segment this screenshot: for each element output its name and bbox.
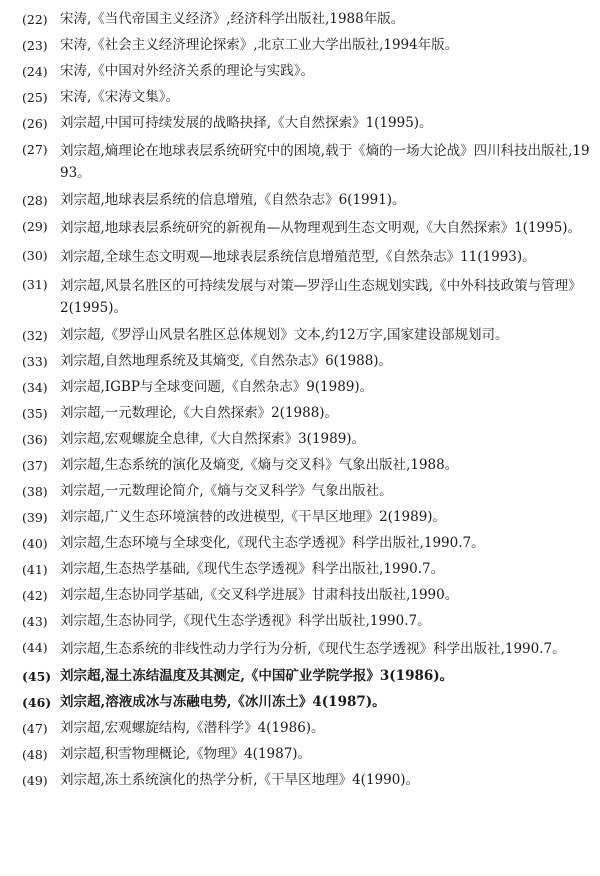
reference-text: 刘宗超,一元数理论简介,《熵与交叉科学》气象出版社。 (60, 483, 393, 499)
reference-number: (38) (22, 484, 48, 499)
reference-text: 刘宗超,地球表层系统的信息增殖,《自然杂志》6(1991)。 (60, 192, 406, 208)
reference-text: 刘宗超,中国可持续发展的战略抉择,《大自然探索》1(1995)。 (60, 115, 433, 131)
reference-text: 刘宗超,生态协同学基础,《交叉科学进展》甘肃科技出版社,1990。 (60, 587, 459, 603)
reference-number: (36) (22, 432, 48, 447)
reference-item (0, 378, 590, 397)
reference-text: 刘宗超,宏观螺旋结构,《潜科学》4(1986)。 (60, 720, 325, 736)
reference-number: (25) (22, 90, 48, 105)
reference-number: (47) (22, 721, 48, 736)
reference-number: (22) (22, 12, 48, 27)
reference-item (0, 88, 590, 107)
reference-text: 刘宗超,生态协同学,《现代生态学透视》科学出版社,1990.7。 (60, 613, 431, 629)
reference-number: (27) (22, 142, 48, 157)
reference-number: (40) (22, 536, 48, 551)
reference-text: 刘宗超,冻土系统演化的热学分析,《干旱区地理》4(1990)。 (60, 772, 420, 788)
reference-text: 刘宗超,生态系统的演化及熵变,《熵与交叉科》气象出版社,1988。 (60, 457, 459, 473)
reference-item (0, 667, 590, 686)
reference-item (0, 586, 590, 605)
reference-text: 宋涛,《社会主义经济理论探索》,北京工业大学出版社,1994年版。 (60, 37, 459, 53)
reference-number: (49) (22, 773, 48, 788)
reference-number: (31) (22, 277, 48, 292)
reference-text: 宋涛,《中国对外经济关系的理论与实践》。 (60, 63, 315, 79)
reference-item (0, 191, 590, 210)
reference-item (0, 114, 590, 133)
reference-text: 宋涛,《宋涛文集》。 (60, 89, 180, 105)
reference-list (0, 10, 600, 797)
reference-item (0, 430, 590, 449)
reference-number: (30) (22, 248, 48, 263)
reference-number: (45) (22, 669, 52, 684)
reference-text: 刘宗超,积雪物理概论,《物理》4(1987)。 (60, 746, 312, 762)
reference-item (0, 36, 590, 55)
reference-text: 刘宗超,生态热学基础,《现代生态学透视》科学出版社,1990.7。 (60, 561, 445, 577)
reference-text: 刘宗超,广义生态环境演替的改进模型,《干旱区地理》2(1989)。 (60, 509, 447, 525)
reference-number: (33) (22, 354, 48, 369)
reference-item (0, 10, 590, 29)
reference-number: (26) (22, 116, 48, 131)
reference-item (0, 456, 590, 475)
reference-item (0, 612, 590, 631)
reference-number: (32) (22, 328, 48, 343)
reference-item (0, 62, 590, 81)
reference-item (0, 508, 590, 527)
reference-item (0, 140, 590, 184)
reference-item (0, 482, 590, 501)
reference-number: (44) (22, 640, 48, 655)
reference-text: 刘宗超,IGBP与全球变问题,《自然杂志》9(1989)。 (60, 379, 374, 395)
reference-text: 刘宗超,溶液成冰与冻融电势,《冰川冻土》4(1987)。 (60, 694, 386, 710)
reference-text: 刘宗超,生态环境与全球变化,《现代主态学透视》科学出版社,1990.7。 (60, 535, 485, 551)
reference-text: 宋涛,《当代帝国主义经济》,经济科学出版社,1988年版。 (60, 11, 405, 27)
reference-text: 刘宗超,熵理论在地球表层系统研究中的困境,载于《熵的一场大论战》四川科技出版社,1993。 (60, 143, 590, 181)
reference-text: 刘宗超,《罗浮山风景名胜区总体规划》文本,约12万字,国家建设部规划司。 (60, 327, 509, 343)
reference-item (0, 275, 590, 319)
reference-number: (35) (22, 406, 48, 421)
reference-item (0, 534, 590, 553)
reference-number: (48) (22, 747, 48, 762)
reference-number: (23) (22, 38, 48, 53)
reference-text: 刘宗超,宏观螺旋全息律,《大自然探索》3(1989)。 (60, 431, 366, 447)
reference-item (0, 745, 590, 764)
reference-item (0, 771, 590, 790)
reference-text: 刘宗超,地球表层系统研究的新视角—从物理观到生态文明观,《大自然探索》1(1995)。 (60, 220, 582, 236)
reference-item (0, 638, 590, 660)
reference-text: 刘宗超,全球生态文明观—地球表层系统信息增殖范型,《自然杂志》11(1993)。 (60, 249, 536, 265)
reference-text: 刘宗超,湿土冻结温度及其测定,《中国矿业学院学报》3(1986)。 (60, 668, 454, 684)
reference-text: 刘宗超,一元数理论,《大自然探索》2(1988)。 (60, 405, 339, 421)
reference-number: (37) (22, 458, 48, 473)
reference-item (0, 217, 590, 239)
reference-item (0, 560, 590, 579)
reference-item (0, 719, 590, 738)
reference-item (0, 246, 590, 268)
reference-number: (43) (22, 614, 48, 629)
reference-item (0, 326, 590, 345)
reference-text: 刘宗超,自然地理系统及其熵变,《自然杂志》6(1988)。 (60, 353, 393, 369)
reference-number: (39) (22, 510, 48, 525)
reference-number: (34) (22, 380, 48, 395)
reference-text: 刘宗超,生态系统的非线性动力学行为分析,《现代生态学透视》科学出版社,1990.7。 (60, 641, 566, 657)
reference-number: (24) (22, 64, 48, 79)
reference-text: 刘宗超,风景名胜区的可持续发展与对策—罗浮山生态规划实践,《中外科技政策与管理》2(1995)。 (60, 278, 582, 316)
reference-number: (42) (22, 588, 48, 603)
reference-number: (28) (22, 193, 48, 208)
reference-item (0, 352, 590, 371)
reference-number: (29) (22, 219, 48, 234)
reference-item (0, 404, 590, 423)
reference-item (0, 693, 590, 712)
reference-number: (46) (22, 695, 52, 710)
reference-number: (41) (22, 562, 48, 577)
